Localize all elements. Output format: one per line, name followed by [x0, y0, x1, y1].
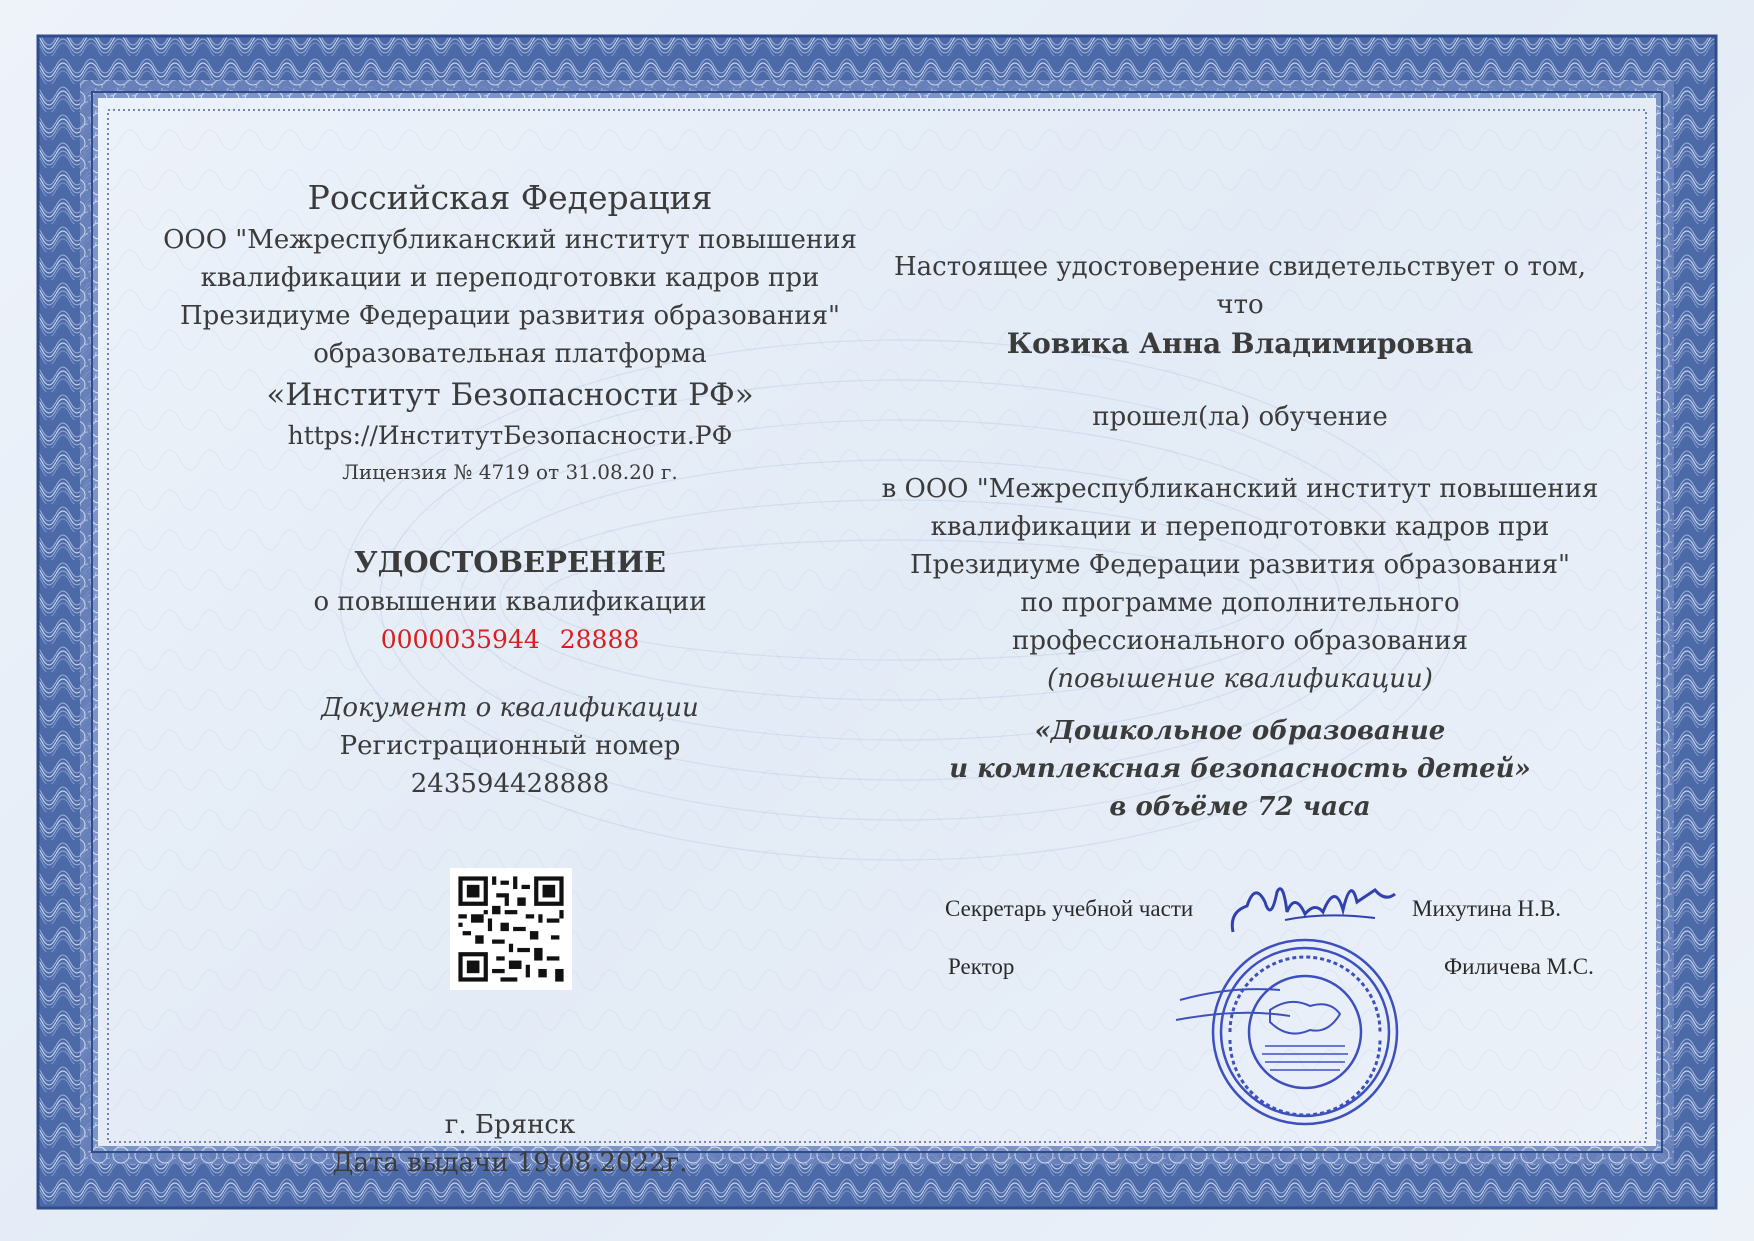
rector-name: Филичева М.С.: [1444, 954, 1594, 979]
recipient-name: Ковика Анна Владимировна: [1006, 327, 1474, 360]
rector-title: Ректор: [948, 954, 1015, 979]
platform-url: https://ИнститутБезопасности.РФ: [287, 421, 733, 450]
org-line-1: ООО "Межреспубликанский институт повышения: [163, 225, 857, 255]
certificate-heading: УДОСТОВЕРЕНИЕ: [354, 545, 666, 579]
intro-line-1: Настоящее удостоверение свидетельствует о том,: [893, 252, 1587, 282]
registration-label: Регистрационный номер: [339, 731, 681, 761]
course-line-2: и комплексная безопасность детей»: [949, 754, 1531, 784]
right-org-line-4: по программе дополнительного: [1020, 588, 1460, 618]
program-type: (повышение квалификации): [1047, 664, 1433, 694]
document-label: Документ о квалификации: [321, 693, 699, 723]
org-line-3: Президиуме Федерации развития образования": [180, 301, 840, 331]
secretary-name: Михутина Н.В.: [1412, 896, 1561, 921]
official-stamp-icon: [1170, 930, 1400, 1130]
right-org-line-3: Президиуме Федерации развития образования": [910, 550, 1570, 580]
intro-line-2: что: [1216, 290, 1264, 320]
city-date-block: [250, 1106, 770, 1182]
license-info: Лицензия № 4719 от 31.08.20 г.: [342, 460, 678, 484]
qr-code: [450, 868, 572, 990]
passed-training: прошел(ла) обучение: [1092, 402, 1388, 432]
right-org-line-1: в ООО "Межреспубликанский институт повышения: [881, 474, 1599, 504]
country-title: Российская Федерация: [307, 178, 713, 217]
left-column: [155, 175, 865, 803]
certificate-subheading: о повышении квалификации: [313, 587, 707, 617]
registration-number: 243594428888: [410, 769, 610, 799]
platform-name: «Институт Безопасности РФ»: [266, 377, 754, 413]
course-hours: в объёме 72 часа: [1109, 792, 1371, 822]
org-line-4: образовательная платформа: [313, 339, 707, 369]
city: г. Брянск: [444, 1110, 576, 1140]
right-org-line-2: квалификации и переподготовки кадров при: [930, 512, 1550, 542]
secretary-title: Секретарь учебной части: [945, 896, 1194, 921]
right-org-line-5: профессионального образования: [1012, 626, 1468, 656]
org-line-2: квалификации и переподготовки кадров при: [200, 263, 820, 293]
right-column: [870, 248, 1610, 826]
course-line-1: «Дошкольное образование: [1034, 716, 1446, 746]
serial-number: 0000035944 28888: [380, 625, 640, 654]
issue-date: Дата выдачи 19.08.2022г.: [332, 1148, 688, 1178]
qr-code-icon: [450, 868, 572, 990]
